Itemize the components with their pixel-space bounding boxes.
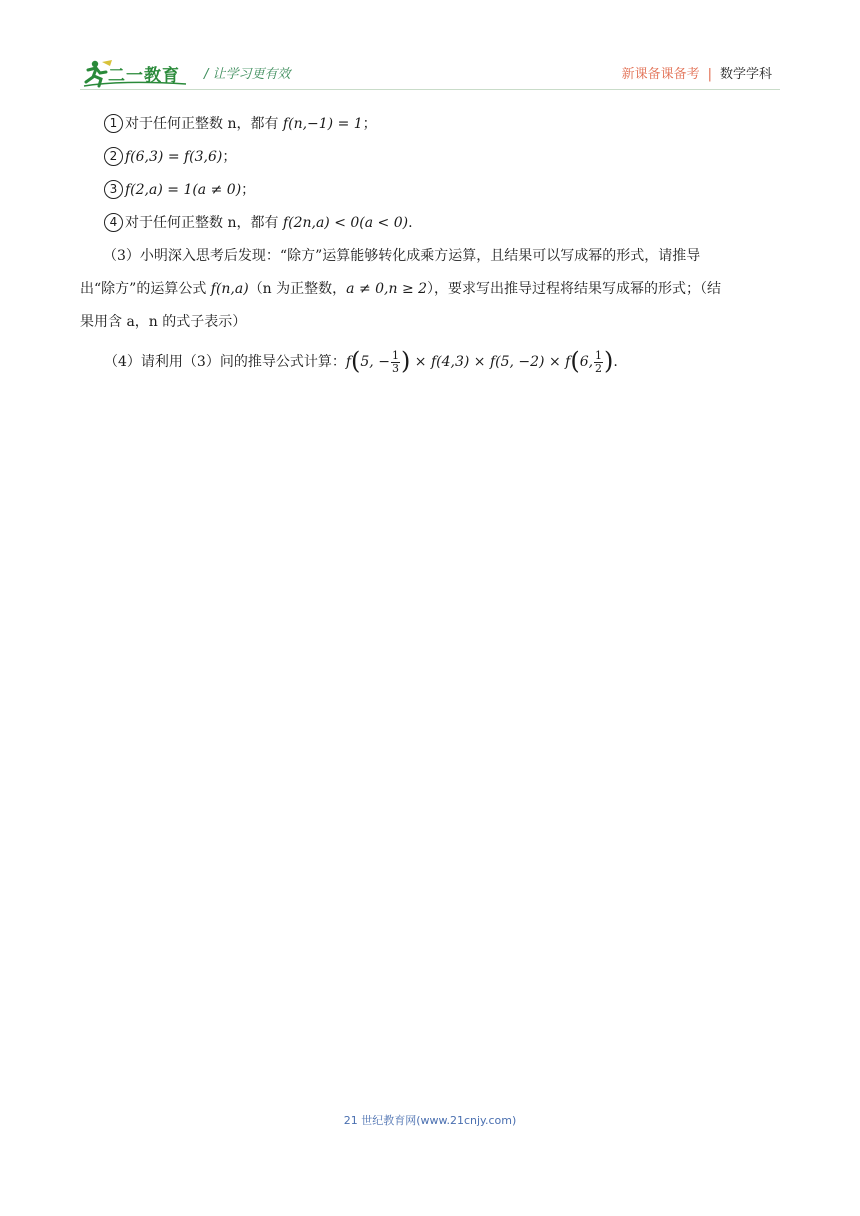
footer-source: 21 世纪教育网(www.21cnjy.com) — [343, 1114, 517, 1127]
header-separator: | — [707, 67, 712, 82]
q4-end: . — [613, 354, 618, 370]
q3-text-a: 出“除方”的运算公式 — [80, 281, 211, 297]
subject-label: 数学学科 — [719, 67, 772, 82]
q4-arg3: 6, — [579, 354, 594, 370]
question-3-line-3: 果用含 a，n 的式子表示） — [80, 314, 247, 330]
q3-text-c: ），要求写出推导过程将结果写成幂的形式；（结 — [427, 281, 722, 297]
q4-prefix: （4）请利用（3）问的推导公式计算： — [104, 354, 346, 370]
fraction-one-half — [594, 350, 603, 375]
page-header — [80, 56, 780, 92]
item-1 — [104, 108, 784, 141]
item-2 — [104, 141, 784, 174]
circled-number-1: 1 — [104, 114, 123, 133]
item-4-text: 对于任何正整数 n，都有 — [125, 215, 283, 231]
fraction-2-numerator: 1 — [595, 348, 603, 362]
q4-middle: × f(4,3) × f(5, −2) × f — [410, 354, 571, 370]
circled-number-2: 2 — [104, 147, 123, 166]
q3-text-b: （n 为正整数， — [248, 281, 347, 297]
item-2-math: f(6,3) = f(3,6) — [125, 149, 223, 165]
q4-expression: f(5, − $\frac{1}{3}$ ) × f(4,3) × f(5, −2) × f(6, $\frac{1}{2}$ ) — [345, 347, 614, 375]
fraction-1-numerator: 1 — [391, 348, 399, 362]
item-2-end: ； — [222, 149, 237, 165]
item-3-end: ； — [241, 182, 256, 198]
item-4 — [104, 207, 784, 240]
fraction-1-denominator: 3 — [391, 361, 399, 375]
brand-name: 二一教育 — [108, 66, 180, 86]
item-1-end: ； — [362, 116, 377, 132]
circled-number-3: 3 — [104, 180, 123, 199]
item-3 — [104, 174, 784, 207]
course-label: 新课备课备考 — [621, 67, 700, 82]
item-4-end: . — [408, 215, 413, 231]
fraction-2-denominator: 2 — [595, 361, 603, 375]
header-divider — [80, 89, 780, 90]
header-right — [622, 63, 772, 82]
slogan: / 让学习更有效 — [204, 67, 291, 82]
question-3-line-1: （3）小明深入思考后发现：“除方”运算能够转化成乘方运算，且结果可以写成幂的形式，请推导 — [103, 248, 701, 264]
question-4 — [104, 345, 784, 379]
q4-f1: f — [345, 354, 352, 370]
item-1-math: f(n,−1) = 1 — [282, 116, 363, 132]
circled-number-4: 4 — [104, 213, 123, 232]
document-body — [80, 108, 784, 379]
question-3-line-2 — [80, 273, 784, 306]
q4-arg1: 5, − — [360, 354, 390, 370]
q3-math-condition: a ≠ 0,n ≥ 2 — [346, 281, 428, 297]
fraction-one-third — [391, 350, 400, 375]
item-4-math: f(2n,a) < 0(a < 0) — [282, 215, 409, 231]
item-3-math: f(2,a) = 1(a ≠ 0) — [125, 182, 242, 198]
item-1-text: 对于任何正整数 n，都有 — [125, 116, 283, 132]
q3-math-formula: f(n,a) — [210, 281, 249, 297]
